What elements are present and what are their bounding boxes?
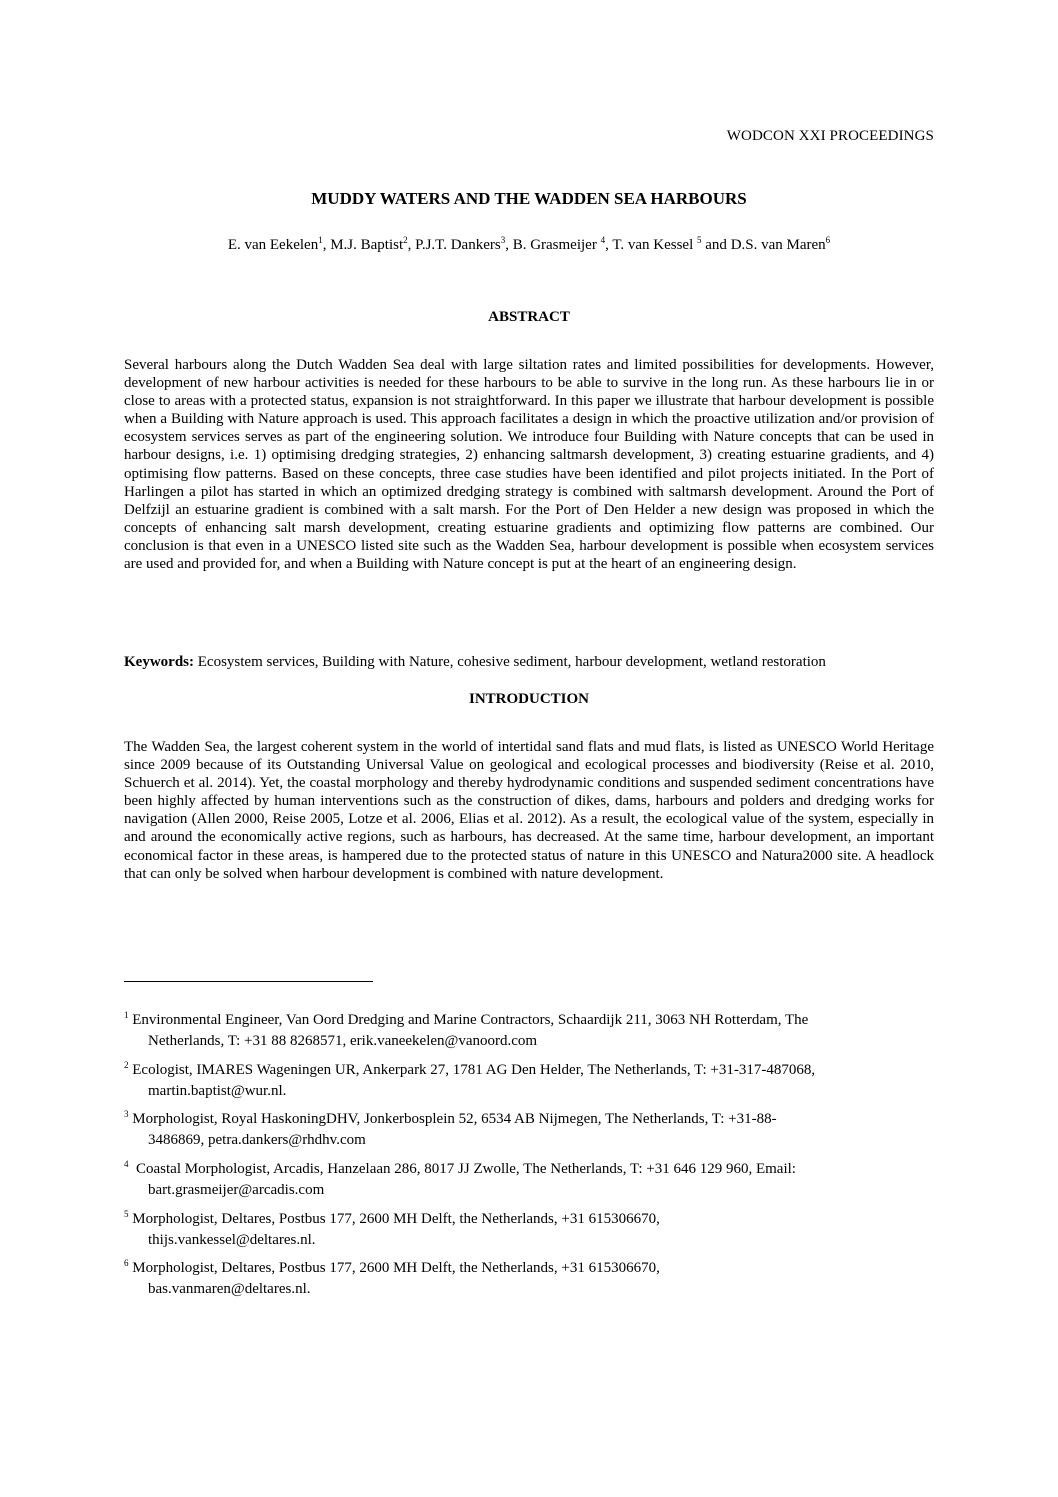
introduction-heading: INTRODUCTION [468,691,589,707]
footnote-6 [124,1253,934,1300]
footnote-3 [124,1104,934,1151]
footnote-mark: 5 [124,1209,129,1219]
author-separator: , [407,237,416,253]
abstract-text: Several harbours along the Dutch Wadden Sea deal with large siltation rates and limited possibilities for developments. However, development of new harbour activities is needed for these harbours to be able to survive in the long run. As these harbours lie in or close to areas with a protected status, expansion is not straightforward. In this paper we illustrate that harbour development is possible when a Building with Nature approach is used. This approach facilitates a design in which the proactive utilization and/or provision of ecosystem services serves as part of the engineering solution. We introduce four Building with Nature concepts that can be used in harbour designs, i.e. 1) optimising dredging strategies, 2) enhancing saltmarsh development, 3) creating estuarine gradients, and 4) optimising flow patterns. Based on these concepts, three case studies have been identified and pilot projects initiated. In the Port of Harlingen a pilot has started in which an optimized dredging strategy is combined with saltmarsh development. Around the Port of Delfzijl an estuarine gradient is combined with a salt marsh. For the Port of Den Helder a new design was proposed in which the concepts of enhancing salt marsh development, creating estuarine gradients and optimizing flow patterns are combined. Our conclusion is that even in a UNESCO listed site such as the Wadden Sea, harbour development is possible when ecosystem services are used and provided for, and when a Building with Nature concept is put at the heart of an engineering design. [124,357,934,573]
footnote-text: Ecologist, IMARES Wageningen UR, Ankerpark 27, 1781 AG Den Helder, The Netherlands, T: +31-317-487068, [128,1062,816,1078]
footnote-separator [124,981,373,982]
author-name: D.S. van Maren [730,237,826,253]
author-name: B. Grasmeijer [512,237,601,253]
author-separator: , [605,237,613,253]
author-name: M.J. Baptist [330,237,404,253]
keywords-label: Keywords: [124,654,194,670]
author-list [124,235,934,254]
keywords-line [124,654,936,671]
footnote-2 [124,1055,934,1102]
footnote-text-continued: 3486869, petra.dankers@rhdhv.com [148,1132,366,1148]
author-name: E. van Eekelen [227,237,319,253]
footnote-mark: 6 [124,1258,129,1268]
footnote-text-continued: bas.vanmaren@deltares.nl. [148,1281,311,1297]
author-separator: , [322,237,331,253]
footnote-mark: 1 [124,1010,129,1020]
footnote-text-continued: Netherlands, T: +31 88 8268571, erik.vaneekelen@vanoord.com [148,1033,538,1049]
author-name: T. van Kessel [612,237,698,253]
affiliation-mark: 5 [697,235,702,245]
running-header: WODCON XXI PROCEEDINGS [726,128,934,144]
footnote-4 [124,1154,934,1201]
footnote-1 [124,1005,934,1052]
footnote-text-continued: thijs.vankessel@deltares.nl. [148,1232,316,1248]
footnote-text: Morphologist, Deltares, Postbus 177, 2600 MH Delft, the Netherlands, +31 615306670, [128,1260,660,1276]
author-name: P.J.T. Dankers [415,237,501,253]
keywords-text: Ecosystem services, Building with Nature, cohesive sediment, harbour development, wetland restoration [194,654,826,670]
footnote-mark: 2 [124,1060,129,1070]
footnote-mark: 3 [124,1109,129,1119]
footnote-text-continued: bart.grasmeijer@arcadis.com [148,1182,325,1198]
affiliation-mark: 1 [318,235,323,245]
author-separator: and [701,237,731,253]
affiliation-mark: 2 [403,235,408,245]
footnote-5 [124,1204,934,1251]
footnote-text: Coastal Morphologist, Arcadis, Hanzelaan 286, 8017 JJ Zwolle, The Netherlands, T: +31 646 129 960, Email: [128,1161,796,1177]
footnote-text: Environmental Engineer, Van Oord Dredging and Marine Contractors, Schaardijk 211, 3063 NH Rotterdam, The [128,1012,809,1028]
abstract-heading: ABSTRACT [488,309,570,325]
paper-title: MUDDY WATERS AND THE WADDEN SEA HARBOURS [311,189,747,208]
affiliation-mark: 4 [600,235,606,245]
footnote-text-continued: martin.baptist@wur.nl. [148,1083,287,1099]
introduction-text: The Wadden Sea, the largest coherent system in the world of intertidal sand flats and mud flats, is listed as UNESCO World Heritage since 2009 because of its Outstanding Universal Value on geological and ecological processes and biodiversity (Reise et al. 2010, Schuerch et al. 2014). Yet, the coastal morphology and thereby hydrodynamic conditions and suspended sediment concentrations have been highly affected by human interventions such as the construction of dikes, dams, harbours and polders and dredging works for navigation (Allen 2000, Reise 2005, Lotze et al. 2006, Elias et al. 2012). As a result, the ecological value of the system, especially in and around the economically active regions, such as harbours, has decreased. At the same time, harbour development, an important economical factor in these areas, is hampered due to the protected status of nature in this UNESCO and Natura2000 site. A headlock that can only be solved when harbour development is combined with nature development. [124,739,934,882]
affiliation-mark: 6 [825,235,831,245]
footnote-text: Morphologist, Deltares, Postbus 177, 2600 MH Delft, the Netherlands, +31 615306670, [128,1211,660,1227]
affiliation-mark: 3 [500,235,506,245]
footnote-mark: 4 [124,1159,129,1169]
footnote-text: Morphologist, Royal HaskoningDHV, Jonkerbosplein 52, 6534 AB Nijmegen, The Netherlands, T: +31-88- [128,1111,777,1127]
author-separator: , [505,237,513,253]
